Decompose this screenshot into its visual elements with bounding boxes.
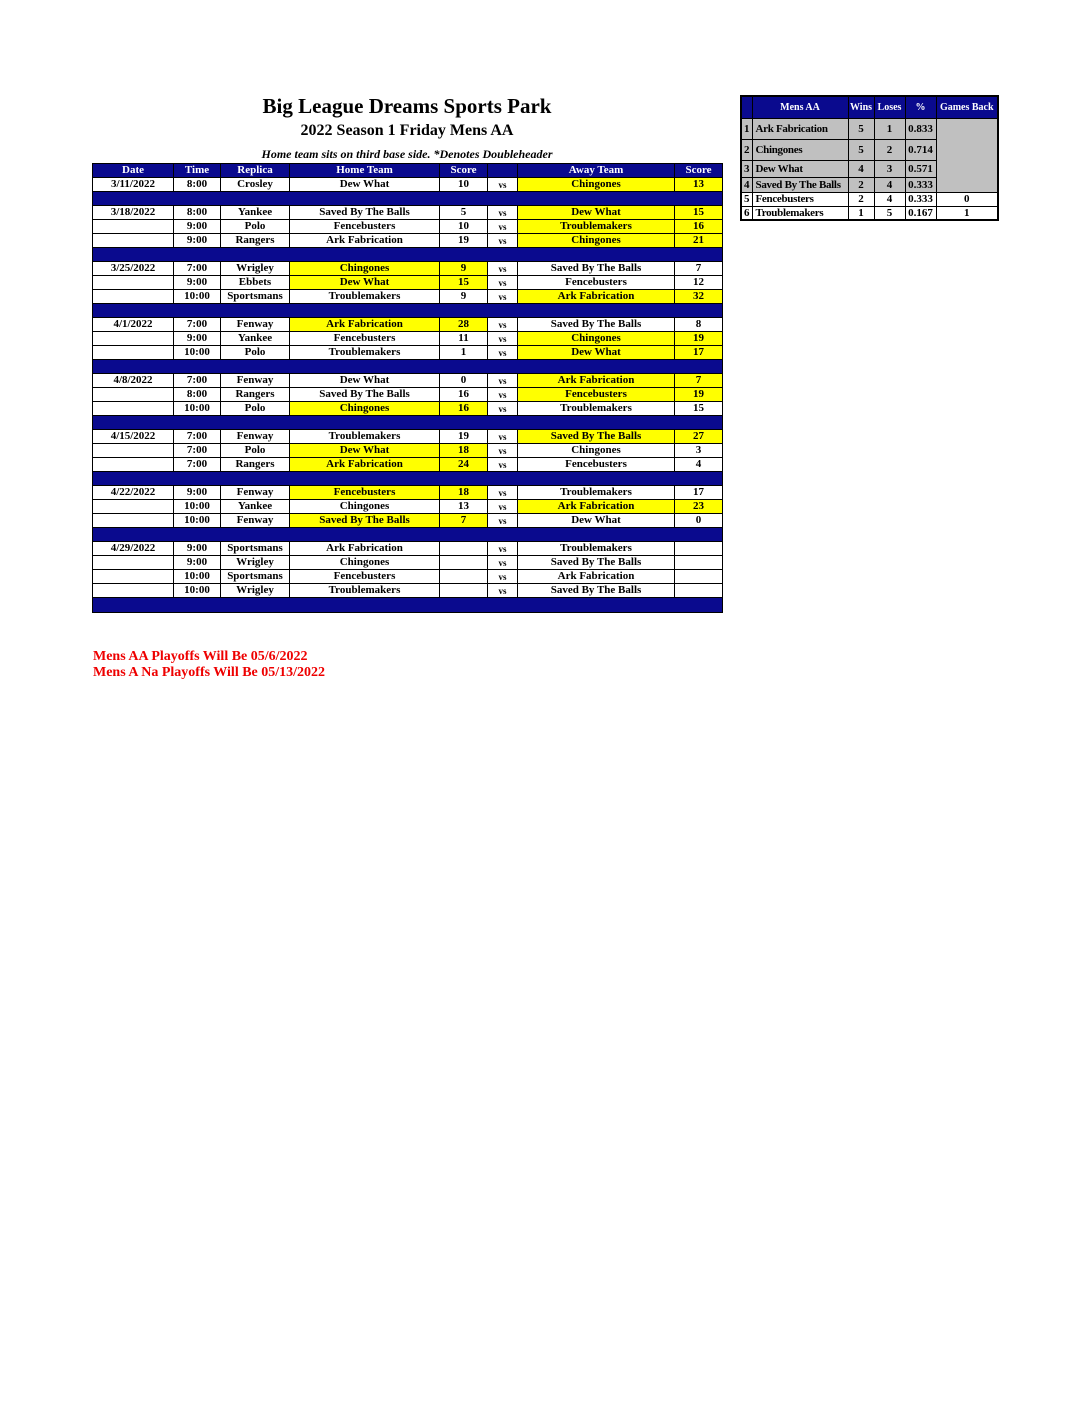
game-time: 7:00 bbox=[174, 458, 221, 472]
schedule-table bbox=[92, 163, 723, 613]
standing-pct: 0.333 bbox=[905, 192, 936, 206]
standing-team: Chingones bbox=[752, 139, 848, 160]
game-row bbox=[93, 542, 723, 556]
game-date bbox=[93, 570, 174, 584]
away-score: 0 bbox=[675, 514, 723, 528]
away-team: Chingones bbox=[518, 444, 675, 458]
game-date bbox=[93, 346, 174, 360]
away-score: 23 bbox=[675, 500, 723, 514]
away-team: Chingones bbox=[518, 332, 675, 346]
vs-label: vs bbox=[488, 486, 518, 500]
game-row bbox=[93, 234, 723, 248]
standing-loses: 5 bbox=[874, 206, 905, 220]
standing-wins: 1 bbox=[848, 206, 874, 220]
away-team: Fencebusters bbox=[518, 276, 675, 290]
vs-label: vs bbox=[488, 206, 518, 220]
page-subtitle: 2022 Season 1 Friday Mens AA bbox=[300, 122, 514, 139]
standing-games-back: 0 bbox=[936, 192, 998, 206]
game-row bbox=[93, 388, 723, 402]
spacer-band bbox=[93, 248, 723, 262]
game-replica: Rangers bbox=[221, 458, 290, 472]
standing-loses: 2 bbox=[874, 139, 905, 160]
standing-team: Fencebusters bbox=[752, 192, 848, 206]
vs-label: vs bbox=[488, 500, 518, 514]
game-date: 3/25/2022 bbox=[93, 262, 174, 276]
game-time: 7:00 bbox=[174, 430, 221, 444]
game-time: 8:00 bbox=[174, 178, 221, 192]
standings-body bbox=[741, 96, 998, 220]
home-score: 11 bbox=[440, 332, 488, 346]
vs-label: vs bbox=[488, 234, 518, 248]
away-team: Chingones bbox=[518, 178, 675, 192]
home-score: 0 bbox=[440, 374, 488, 388]
home-team: Saved By The Balls bbox=[290, 206, 440, 220]
away-score: 7 bbox=[675, 262, 723, 276]
away-score bbox=[675, 542, 723, 556]
away-score: 17 bbox=[675, 346, 723, 360]
game-date: 3/18/2022 bbox=[93, 206, 174, 220]
vs-label: vs bbox=[488, 542, 518, 556]
game-row bbox=[93, 430, 723, 444]
standing-pct: 0.571 bbox=[905, 160, 936, 177]
away-team: Fencebusters bbox=[518, 458, 675, 472]
away-team: Troublemakers bbox=[518, 220, 675, 234]
game-date: 4/15/2022 bbox=[93, 430, 174, 444]
game-row bbox=[93, 206, 723, 220]
vs-label: vs bbox=[488, 584, 518, 598]
standings-row bbox=[741, 118, 998, 139]
game-time: 8:00 bbox=[174, 388, 221, 402]
standing-pct: 0.714 bbox=[905, 139, 936, 160]
standings-row bbox=[741, 206, 998, 220]
home-team: Fencebusters bbox=[290, 220, 440, 234]
away-team: Dew What bbox=[518, 514, 675, 528]
standing-loses: 1 bbox=[874, 118, 905, 139]
home-score: 16 bbox=[440, 388, 488, 402]
game-time: 7:00 bbox=[174, 318, 221, 332]
game-date bbox=[93, 234, 174, 248]
game-replica: Sportsmans bbox=[221, 542, 290, 556]
away-team: Saved By The Balls bbox=[518, 430, 675, 444]
game-replica: Rangers bbox=[221, 234, 290, 248]
game-time: 7:00 bbox=[174, 444, 221, 458]
schedule-header-away-score: Score bbox=[675, 164, 723, 178]
game-time: 10:00 bbox=[174, 346, 221, 360]
home-team: Fencebusters bbox=[290, 486, 440, 500]
standing-rank: 2 bbox=[741, 139, 752, 160]
home-score: 15 bbox=[440, 276, 488, 290]
game-replica: Ebbets bbox=[221, 276, 290, 290]
game-row bbox=[93, 556, 723, 570]
standing-rank: 5 bbox=[741, 192, 752, 206]
game-time: 10:00 bbox=[174, 514, 221, 528]
away-team: Ark Fabrication bbox=[518, 374, 675, 388]
home-score: 24 bbox=[440, 458, 488, 472]
home-score: 10 bbox=[440, 178, 488, 192]
away-team: Ark Fabrication bbox=[518, 570, 675, 584]
vs-label: vs bbox=[488, 430, 518, 444]
away-team: Fencebusters bbox=[518, 388, 675, 402]
game-date: 3/11/2022 bbox=[93, 178, 174, 192]
game-date bbox=[93, 388, 174, 402]
game-time: 9:00 bbox=[174, 486, 221, 500]
game-date bbox=[93, 276, 174, 290]
home-team: Chingones bbox=[290, 262, 440, 276]
away-score: 19 bbox=[675, 388, 723, 402]
standings-table bbox=[740, 95, 999, 221]
spacer-band bbox=[93, 192, 723, 206]
home-team: Chingones bbox=[290, 402, 440, 416]
game-date bbox=[93, 500, 174, 514]
home-team: Ark Fabrication bbox=[290, 542, 440, 556]
home-score bbox=[440, 556, 488, 570]
standing-loses: 4 bbox=[874, 177, 905, 192]
standing-rank: 4 bbox=[741, 177, 752, 192]
game-row bbox=[93, 332, 723, 346]
home-team-note: Home team sits on third base side. *Denotes Doubleheader bbox=[261, 147, 553, 161]
vs-label: vs bbox=[488, 444, 518, 458]
standings-header-loses: Loses bbox=[874, 96, 905, 118]
game-date bbox=[93, 332, 174, 346]
standing-rank: 6 bbox=[741, 206, 752, 220]
standing-loses: 3 bbox=[874, 160, 905, 177]
vs-label: vs bbox=[488, 346, 518, 360]
game-replica: Rangers bbox=[221, 388, 290, 402]
game-date: 4/8/2022 bbox=[93, 374, 174, 388]
game-time: 9:00 bbox=[174, 332, 221, 346]
game-date bbox=[93, 514, 174, 528]
home-score: 18 bbox=[440, 444, 488, 458]
away-team: Saved By The Balls bbox=[518, 262, 675, 276]
game-row bbox=[93, 276, 723, 290]
game-time: 10:00 bbox=[174, 290, 221, 304]
game-row bbox=[93, 500, 723, 514]
standing-rank: 3 bbox=[741, 160, 752, 177]
game-time: 10:00 bbox=[174, 584, 221, 598]
game-date bbox=[93, 556, 174, 570]
standing-wins: 2 bbox=[848, 177, 874, 192]
schedule-header-row bbox=[93, 164, 723, 178]
schedule-header-vs bbox=[488, 164, 518, 178]
standings-header-division: Mens AA bbox=[752, 96, 848, 118]
game-row bbox=[93, 584, 723, 598]
game-row bbox=[93, 318, 723, 332]
schedule-header-time: Time bbox=[174, 164, 221, 178]
vs-label: vs bbox=[488, 290, 518, 304]
schedule-body bbox=[93, 164, 723, 613]
home-team: Chingones bbox=[290, 556, 440, 570]
vs-label: vs bbox=[488, 556, 518, 570]
home-team: Dew What bbox=[290, 276, 440, 290]
schedule-spacer-row bbox=[93, 528, 723, 542]
away-team: Dew What bbox=[518, 346, 675, 360]
away-team: Saved By The Balls bbox=[518, 318, 675, 332]
game-replica: Fenway bbox=[221, 486, 290, 500]
game-date: 4/22/2022 bbox=[93, 486, 174, 500]
standing-games-back bbox=[936, 160, 998, 177]
game-time: 9:00 bbox=[174, 542, 221, 556]
spacer-band bbox=[93, 360, 723, 374]
standings-row bbox=[741, 139, 998, 160]
standing-wins: 2 bbox=[848, 192, 874, 206]
game-replica: Fenway bbox=[221, 514, 290, 528]
game-replica: Yankee bbox=[221, 332, 290, 346]
schedule-final-band bbox=[93, 598, 723, 613]
game-time: 7:00 bbox=[174, 262, 221, 276]
standing-games-back: 1 bbox=[936, 206, 998, 220]
home-team: Dew What bbox=[290, 374, 440, 388]
away-team: Saved By The Balls bbox=[518, 556, 675, 570]
game-date bbox=[93, 220, 174, 234]
game-time: 10:00 bbox=[174, 402, 221, 416]
standings-row bbox=[741, 160, 998, 177]
home-score: 13 bbox=[440, 500, 488, 514]
game-date bbox=[93, 402, 174, 416]
game-row bbox=[93, 346, 723, 360]
game-time: 9:00 bbox=[174, 220, 221, 234]
home-score bbox=[440, 570, 488, 584]
home-team: Ark Fabrication bbox=[290, 318, 440, 332]
away-team: Dew What bbox=[518, 206, 675, 220]
home-team: Ark Fabrication bbox=[290, 234, 440, 248]
standing-wins: 5 bbox=[848, 118, 874, 139]
game-time: 9:00 bbox=[174, 234, 221, 248]
home-team: Fencebusters bbox=[290, 570, 440, 584]
game-row bbox=[93, 444, 723, 458]
vs-label: vs bbox=[488, 374, 518, 388]
standing-games-back bbox=[936, 177, 998, 192]
heading bbox=[92, 94, 722, 161]
home-score: 16 bbox=[440, 402, 488, 416]
game-replica: Wrigley bbox=[221, 556, 290, 570]
home-team: Troublemakers bbox=[290, 430, 440, 444]
spacer-band bbox=[93, 598, 723, 613]
game-row bbox=[93, 220, 723, 234]
game-row bbox=[93, 458, 723, 472]
home-score: 9 bbox=[440, 262, 488, 276]
game-date: 4/1/2022 bbox=[93, 318, 174, 332]
away-score: 8 bbox=[675, 318, 723, 332]
schedule-header-home-score: Score bbox=[440, 164, 488, 178]
away-team: Ark Fabrication bbox=[518, 290, 675, 304]
away-score: 3 bbox=[675, 444, 723, 458]
home-score: 28 bbox=[440, 318, 488, 332]
game-time: 10:00 bbox=[174, 500, 221, 514]
home-score: 7 bbox=[440, 514, 488, 528]
vs-label: vs bbox=[488, 514, 518, 528]
game-row bbox=[93, 178, 723, 192]
away-score bbox=[675, 584, 723, 598]
home-score bbox=[440, 584, 488, 598]
away-score bbox=[675, 570, 723, 584]
vs-label: vs bbox=[488, 388, 518, 402]
vs-label: vs bbox=[488, 458, 518, 472]
game-date: 4/29/2022 bbox=[93, 542, 174, 556]
game-time: 9:00 bbox=[174, 276, 221, 290]
schedule-spacer-row bbox=[93, 304, 723, 318]
standing-games-back bbox=[936, 118, 998, 139]
standing-team: Troublemakers bbox=[752, 206, 848, 220]
vs-label: vs bbox=[488, 332, 518, 346]
home-team: Troublemakers bbox=[290, 346, 440, 360]
schedule-spacer-row bbox=[93, 416, 723, 430]
page-title: Big League Dreams Sports Park bbox=[262, 94, 552, 118]
away-score: 4 bbox=[675, 458, 723, 472]
away-score: 21 bbox=[675, 234, 723, 248]
schedule-spacer-row bbox=[93, 192, 723, 206]
away-team: Ark Fabrication bbox=[518, 500, 675, 514]
game-date bbox=[93, 444, 174, 458]
home-score: 19 bbox=[440, 430, 488, 444]
schedule-header-date: Date bbox=[93, 164, 174, 178]
game-replica: Fenway bbox=[221, 374, 290, 388]
spacer-band bbox=[93, 528, 723, 542]
standing-team: Dew What bbox=[752, 160, 848, 177]
game-time: 10:00 bbox=[174, 570, 221, 584]
standings-header-games-back: Games Back bbox=[936, 96, 998, 118]
standing-pct: 0.167 bbox=[905, 206, 936, 220]
away-team: Troublemakers bbox=[518, 402, 675, 416]
game-date bbox=[93, 584, 174, 598]
vs-label: vs bbox=[488, 220, 518, 234]
away-team: Troublemakers bbox=[518, 542, 675, 556]
home-team: Chingones bbox=[290, 500, 440, 514]
playoffs-line-mens-a: Mens A Na Playoffs Will Be 05/13/2022 bbox=[93, 665, 326, 680]
game-row bbox=[93, 262, 723, 276]
home-team: Saved By The Balls bbox=[290, 388, 440, 402]
standing-rank: 1 bbox=[741, 118, 752, 139]
game-replica: Polo bbox=[221, 220, 290, 234]
away-score: 15 bbox=[675, 206, 723, 220]
away-score: 32 bbox=[675, 290, 723, 304]
standings-header-row bbox=[741, 96, 998, 118]
game-replica: Yankee bbox=[221, 500, 290, 514]
schedule-spacer-row bbox=[93, 360, 723, 374]
schedule-header-replica: Replica bbox=[221, 164, 290, 178]
playoffs-line-mens-aa: Mens AA Playoffs Will Be 05/6/2022 bbox=[93, 649, 308, 664]
game-row bbox=[93, 374, 723, 388]
home-team: Troublemakers bbox=[290, 584, 440, 598]
spacer-band bbox=[93, 304, 723, 318]
home-team: Fencebusters bbox=[290, 332, 440, 346]
game-date bbox=[93, 290, 174, 304]
schedule-spacer-row bbox=[93, 248, 723, 262]
away-score: 17 bbox=[675, 486, 723, 500]
standing-team: Ark Fabrication bbox=[752, 118, 848, 139]
game-time: 7:00 bbox=[174, 374, 221, 388]
home-score: 10 bbox=[440, 220, 488, 234]
home-team: Saved By The Balls bbox=[290, 514, 440, 528]
away-score: 27 bbox=[675, 430, 723, 444]
game-time: 9:00 bbox=[174, 556, 221, 570]
home-team: Ark Fabrication bbox=[290, 458, 440, 472]
vs-label: vs bbox=[488, 318, 518, 332]
home-score: 19 bbox=[440, 234, 488, 248]
away-score: 12 bbox=[675, 276, 723, 290]
game-replica: Sportsmans bbox=[221, 290, 290, 304]
away-team: Chingones bbox=[518, 234, 675, 248]
away-score bbox=[675, 556, 723, 570]
game-row bbox=[93, 514, 723, 528]
home-score: 18 bbox=[440, 486, 488, 500]
standing-loses: 4 bbox=[874, 192, 905, 206]
game-replica: Fenway bbox=[221, 430, 290, 444]
vs-label: vs bbox=[488, 276, 518, 290]
standing-pct: 0.833 bbox=[905, 118, 936, 139]
spacer-band bbox=[93, 416, 723, 430]
standing-wins: 5 bbox=[848, 139, 874, 160]
vs-label: vs bbox=[488, 402, 518, 416]
game-replica: Crosley bbox=[221, 178, 290, 192]
game-replica: Polo bbox=[221, 444, 290, 458]
home-team: Dew What bbox=[290, 178, 440, 192]
playoffs-notes bbox=[93, 649, 325, 681]
game-replica: Yankee bbox=[221, 206, 290, 220]
standings-header-wins: Wins bbox=[848, 96, 874, 118]
standing-team: Saved By The Balls bbox=[752, 177, 848, 192]
game-row bbox=[93, 486, 723, 500]
spacer-band bbox=[93, 472, 723, 486]
standings-header-rank bbox=[741, 96, 752, 118]
game-row bbox=[93, 570, 723, 584]
standings-row bbox=[741, 192, 998, 206]
game-replica: Wrigley bbox=[221, 262, 290, 276]
home-score bbox=[440, 542, 488, 556]
away-score: 7 bbox=[675, 374, 723, 388]
standing-pct: 0.333 bbox=[905, 177, 936, 192]
game-replica: Fenway bbox=[221, 318, 290, 332]
game-replica: Wrigley bbox=[221, 584, 290, 598]
game-row bbox=[93, 290, 723, 304]
game-replica: Sportsmans bbox=[221, 570, 290, 584]
home-score: 9 bbox=[440, 290, 488, 304]
game-time: 8:00 bbox=[174, 206, 221, 220]
away-score: 16 bbox=[675, 220, 723, 234]
schedule-header-home-team: Home Team bbox=[290, 164, 440, 178]
standing-wins: 4 bbox=[848, 160, 874, 177]
away-score: 19 bbox=[675, 332, 723, 346]
home-score: 1 bbox=[440, 346, 488, 360]
vs-label: vs bbox=[488, 178, 518, 192]
game-replica: Polo bbox=[221, 346, 290, 360]
home-team: Dew What bbox=[290, 444, 440, 458]
game-date bbox=[93, 458, 174, 472]
away-team: Troublemakers bbox=[518, 486, 675, 500]
vs-label: vs bbox=[488, 262, 518, 276]
schedule-header-away-team: Away Team bbox=[518, 164, 675, 178]
vs-label: vs bbox=[488, 570, 518, 584]
home-score: 5 bbox=[440, 206, 488, 220]
away-score: 13 bbox=[675, 178, 723, 192]
schedule-spacer-row bbox=[93, 472, 723, 486]
standing-games-back bbox=[936, 139, 998, 160]
home-team: Troublemakers bbox=[290, 290, 440, 304]
away-team: Saved By The Balls bbox=[518, 584, 675, 598]
game-row bbox=[93, 402, 723, 416]
standings-header-pct: % bbox=[905, 96, 936, 118]
standings-row bbox=[741, 177, 998, 192]
game-replica: Polo bbox=[221, 402, 290, 416]
away-score: 15 bbox=[675, 402, 723, 416]
